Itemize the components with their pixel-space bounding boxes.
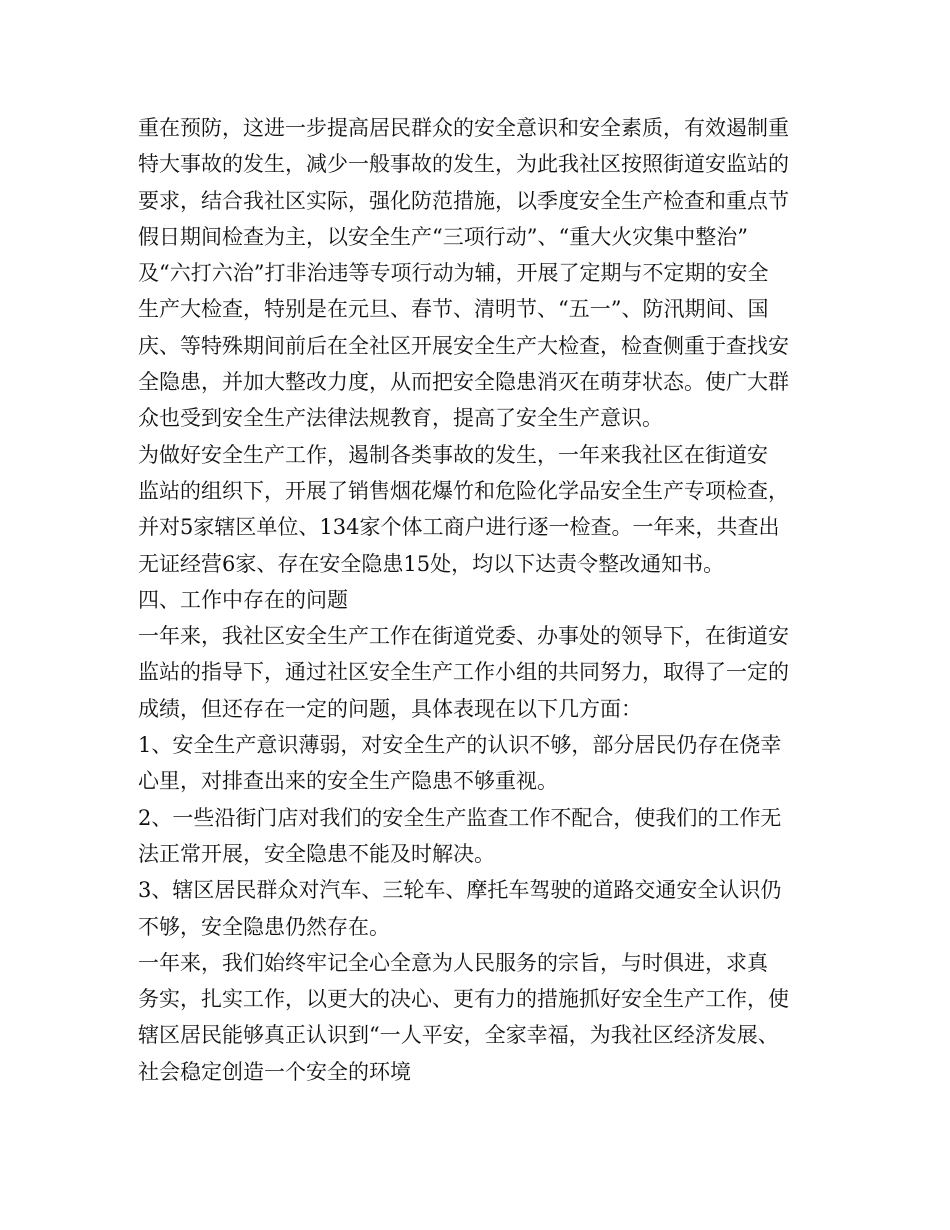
text-line: 并对5家辖区单位、134家个体工商户进行逐一检查。一年来，共查出: [138, 515, 780, 540]
text-line: 辖区居民能够真正认识到“一人平安，全家幸福，为我社区经济发展、: [138, 1023, 779, 1048]
text-line: 及“六打六治”打非治违等专项行动为辅，开展了定期与不定期的安全: [138, 261, 769, 286]
text-line: 社会稳定创造一个安全的环境: [138, 1059, 411, 1084]
text-line: 一年来，我社区安全生产工作在街道党委、办事处的领导下，在街道安: [138, 624, 789, 649]
list-item-problem-3: [138, 872, 828, 945]
text-line: 假日期间检查为主，以安全生产“三项行动”、“重大火灾集中整治”: [138, 224, 748, 249]
text-line: 无证经营6家、存在安全隐患15处，均以下达责令整改通知书。: [138, 551, 725, 576]
text-line: 监站的组织下，开展了销售烟花爆竹和危险化学品安全生产专项检查，: [138, 478, 789, 503]
text-line: 法正常开展，安全隐患不能及时解决。: [138, 841, 495, 866]
text-line: 众也受到安全生产法律法规教育，提高了安全生产意识。: [138, 406, 663, 431]
text-line: 为做好安全生产工作，遏制各类事故的发生，一年来我社区在街道安: [138, 442, 768, 467]
text-line: 务实，扎实工作，以更大的决心、更有力的措施抓好安全生产工作，使: [138, 987, 789, 1012]
text-line: 心里，对排查出来的安全生产隐患不够重视。: [138, 769, 558, 794]
document-body: [138, 110, 828, 1090]
paragraph-safety-inspections: [138, 110, 828, 437]
section-heading-problems: [138, 582, 828, 618]
text-line: 全隐患，并加大整改力度，从而把安全隐患消灭在萌芽状态。使广大群: [138, 370, 789, 395]
paragraph-conclusion: [138, 945, 828, 1090]
text-line: 要求，结合我社区实际，强化防范措施，以季度安全生产检查和重点节: [138, 188, 789, 213]
paragraph-fireworks-inspection: [138, 437, 828, 582]
list-item-problem-2: [138, 800, 828, 873]
text-line: 监站的指导下，通过社区安全生产工作小组的共同努力，取得了一定的: [138, 660, 789, 685]
paragraph-problems-intro: [138, 618, 828, 727]
text-line: 成绩，但还存在一定的问题，具体表现在以下几方面：: [138, 696, 642, 721]
text-line: 不够，安全隐患仍然存在。: [138, 914, 390, 939]
text-line: 重在预防，这进一步提高居民群众的安全意识和安全素质，有效遏制重: [138, 116, 789, 140]
text-line: 特大事故的发生，减少一般事故的发生，为此我社区按照街道安监站的: [138, 152, 789, 177]
text-line: 3、辖区居民群众对汽车、三轮车、摩托车驾驶的道路交通安全认识仍: [138, 878, 782, 903]
text-line: 1、安全生产意识薄弱，对安全生产的认识不够，部分居民仍存在侥幸: [138, 733, 782, 758]
section-heading: 四、工作中存在的问题: [138, 587, 348, 612]
list-item-problem-1: [138, 727, 828, 800]
text-line: 2、一些沿街门店对我们的安全生产监查工作不配合，使我们的工作无: [138, 805, 782, 830]
text-line: 庆、等特殊期间前后在全社区开展安全生产大检查，检查侧重于查找安: [138, 333, 789, 358]
text-line: 一年来，我们始终牢记全心全意为人民服务的宗旨，与时俱进，求真: [138, 950, 768, 975]
text-line: 生产大检查，特别是在元旦、春节、清明节、“五一”、防汛期间、国: [138, 297, 769, 322]
